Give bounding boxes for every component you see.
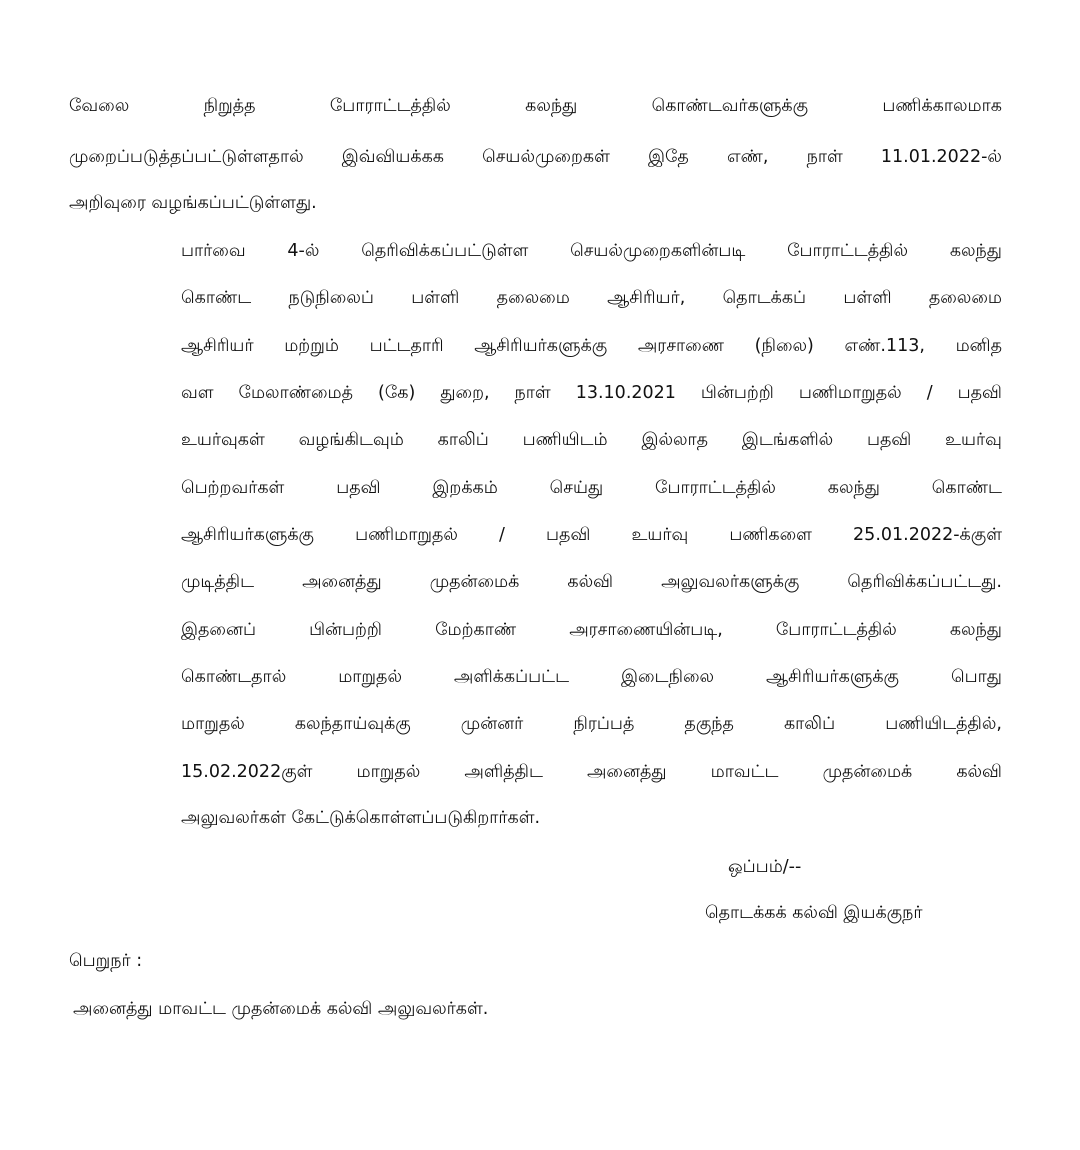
word: இடைநிலை <box>620 667 715 687</box>
word: ஆசிரியர், <box>607 288 686 308</box>
word: முதன்மைக் <box>822 762 913 782</box>
word: தலைமை <box>496 288 570 308</box>
word: பணிமாறுதல் <box>798 383 902 403</box>
paragraph2-line2 <box>181 286 1002 310</box>
paragraph2-line13: அலுவலர்கள் கேட்டுக்கொள்ளப்படுகிறார்கள். <box>181 808 541 828</box>
paragraph1-line2 <box>69 145 1002 169</box>
paragraph2-line1 <box>181 239 1002 263</box>
word: பட்டதாரி <box>369 336 444 356</box>
word: நிரப்பத் <box>573 714 635 734</box>
word: நாள் <box>806 147 843 167</box>
word: பள்ளி <box>843 288 892 308</box>
word: கல்வி <box>567 572 614 592</box>
word: கொண்ட <box>181 288 252 308</box>
word: (கே) <box>378 383 416 403</box>
word: முன்னர் <box>460 714 524 734</box>
paragraph1-line1 <box>69 94 1002 118</box>
word: நாள் <box>514 383 551 403</box>
word: துறை, <box>440 383 490 403</box>
word: அளிக்கப்பட்ட <box>453 667 570 687</box>
recipient-label: பெறுநர் : <box>69 951 143 971</box>
paragraph2-line9 <box>181 618 1002 642</box>
word: பணிமாறுதல் <box>355 525 458 545</box>
word: அளித்திட <box>464 762 543 782</box>
word: பொது <box>950 667 1002 687</box>
word: பதவி <box>546 525 591 545</box>
word: பள்ளி <box>411 288 460 308</box>
word: ஆசிரியர்களுக்கு <box>474 336 608 356</box>
word: உயர்வு <box>631 525 689 545</box>
word: நிறுத்த <box>203 96 256 116</box>
word: இதனைப் <box>181 620 256 640</box>
word: மேற்காண் <box>435 620 517 640</box>
word: பதவி <box>957 383 1002 403</box>
word: 4-ல் <box>287 241 320 261</box>
word: போராட்டத்தில் <box>787 241 909 261</box>
word: தகுந்த <box>684 714 734 734</box>
word: வேலை <box>69 96 130 116</box>
paragraph2-line8 <box>181 570 1002 594</box>
word: உயர்வு <box>945 430 1002 450</box>
word: கல்வி <box>956 762 1002 782</box>
word: பணியிடம் <box>522 430 608 450</box>
word: (நிலை) <box>754 336 814 356</box>
word: முதன்மைக் <box>429 572 520 592</box>
word: பின்பற்றி <box>309 620 382 640</box>
word: பெற்றவர்கள் <box>181 478 285 498</box>
word: காலிப் <box>437 430 489 450</box>
word: அரசாணை <box>637 336 724 356</box>
word: மாறுதல் <box>356 762 421 782</box>
word: ஆசிரியர் <box>181 336 254 356</box>
word: இல்லாத <box>641 430 709 450</box>
word: 15.02.2022குள் <box>181 762 313 782</box>
word: மனித <box>955 336 1002 356</box>
word: கலந்து <box>949 620 1002 640</box>
word: அனைத்து <box>302 572 382 592</box>
word: கலந்து <box>827 478 880 498</box>
recipient-value: அனைத்து மாவட்ட முதன்மைக் கல்வி அலுவலர்கள். <box>73 999 489 1019</box>
word: / <box>926 383 933 403</box>
paragraph2-line5 <box>181 428 1002 452</box>
word: கலந்தாய்வுக்கு <box>294 714 411 734</box>
word: பதவி <box>336 478 381 498</box>
word: போராட்டத்தில் <box>655 478 776 498</box>
word: இறக்கம் <box>432 478 498 498</box>
word: காலிப் <box>783 714 836 734</box>
word: மாறுதல் <box>181 714 245 734</box>
word: எண்.113, <box>844 336 925 356</box>
word: கொண்ட <box>931 478 1002 498</box>
word: கொண்டதால் <box>181 667 287 687</box>
word: இதே <box>647 147 689 167</box>
word: கொண்டவர்களுக்கு <box>651 96 809 116</box>
paragraph1-line3: அறிவுரை வழங்கப்பட்டுள்ளது. <box>69 193 317 213</box>
word: மாறுதல் <box>338 667 402 687</box>
word: மற்றும் <box>284 336 339 356</box>
word: தெரிவிக்கப்பட்டுள்ள <box>361 241 529 261</box>
signature-signed: ஒப்பம்/-- <box>728 857 802 877</box>
word: / <box>499 525 505 545</box>
word: கலந்து <box>525 96 578 116</box>
word: அரசாணையின்படி, <box>569 620 723 640</box>
word: இவ்வியக்கக <box>341 147 444 167</box>
word: போராட்டத்தில் <box>329 96 451 116</box>
word: அலுவலர்களுக்கு <box>661 572 800 592</box>
word: 11.01.2022-ல் <box>880 147 1002 167</box>
word: மாவட்ட <box>710 762 779 782</box>
word: வழங்கிடவும் <box>298 430 404 450</box>
word: ஆசிரியர்களுக்கு <box>766 667 900 687</box>
word: செயல்முறைகள் <box>482 147 610 167</box>
paragraph2-line3 <box>181 334 1002 358</box>
word: தெரிவிக்கப்பட்டது. <box>847 572 1002 592</box>
word: பார்வை <box>181 241 246 261</box>
word: உயர்வுகள் <box>181 430 265 450</box>
word: கலந்து <box>949 241 1002 261</box>
word: பின்பற்றி <box>700 383 774 403</box>
word: அனைத்து <box>586 762 667 782</box>
word: செயல்முறைகளின்படி <box>570 241 746 261</box>
word: தலைமை <box>928 288 1002 308</box>
word: பதவி <box>867 430 912 450</box>
word: 25.01.2022-க்குள் <box>853 525 1002 545</box>
word: பணிகளை <box>729 525 812 545</box>
word: பணிக்காலமாக <box>882 96 1002 116</box>
word: 13.10.2021 <box>575 383 676 403</box>
word: தொடக்கப் <box>722 288 807 308</box>
word: நடுநிலைப் <box>288 288 374 308</box>
paragraph2-line6 <box>181 476 1002 500</box>
word: பணியிடத்தில், <box>885 714 1002 734</box>
word: இடங்களில் <box>741 430 834 450</box>
paragraph2-line4 <box>181 381 1002 405</box>
word: முறைப்படுத்தப்பட்டுள்ளதால் <box>69 147 304 167</box>
paragraph2-line12 <box>181 760 1002 784</box>
signature-designation: தொடக்கக் கல்வி இயக்குநர் <box>705 903 923 923</box>
word: மேலாண்மைத் <box>238 383 354 403</box>
paragraph2-line10 <box>181 665 1002 689</box>
paragraph2-line7 <box>181 523 1002 547</box>
word: முடித்திட <box>181 572 255 592</box>
paragraph2-line11 <box>181 712 1002 736</box>
word: வள <box>181 383 214 403</box>
word: ஆசிரியர்களுக்கு <box>181 525 314 545</box>
word: எண், <box>726 147 769 167</box>
word: போராட்டத்தில் <box>775 620 897 640</box>
word: செய்து <box>549 478 604 498</box>
